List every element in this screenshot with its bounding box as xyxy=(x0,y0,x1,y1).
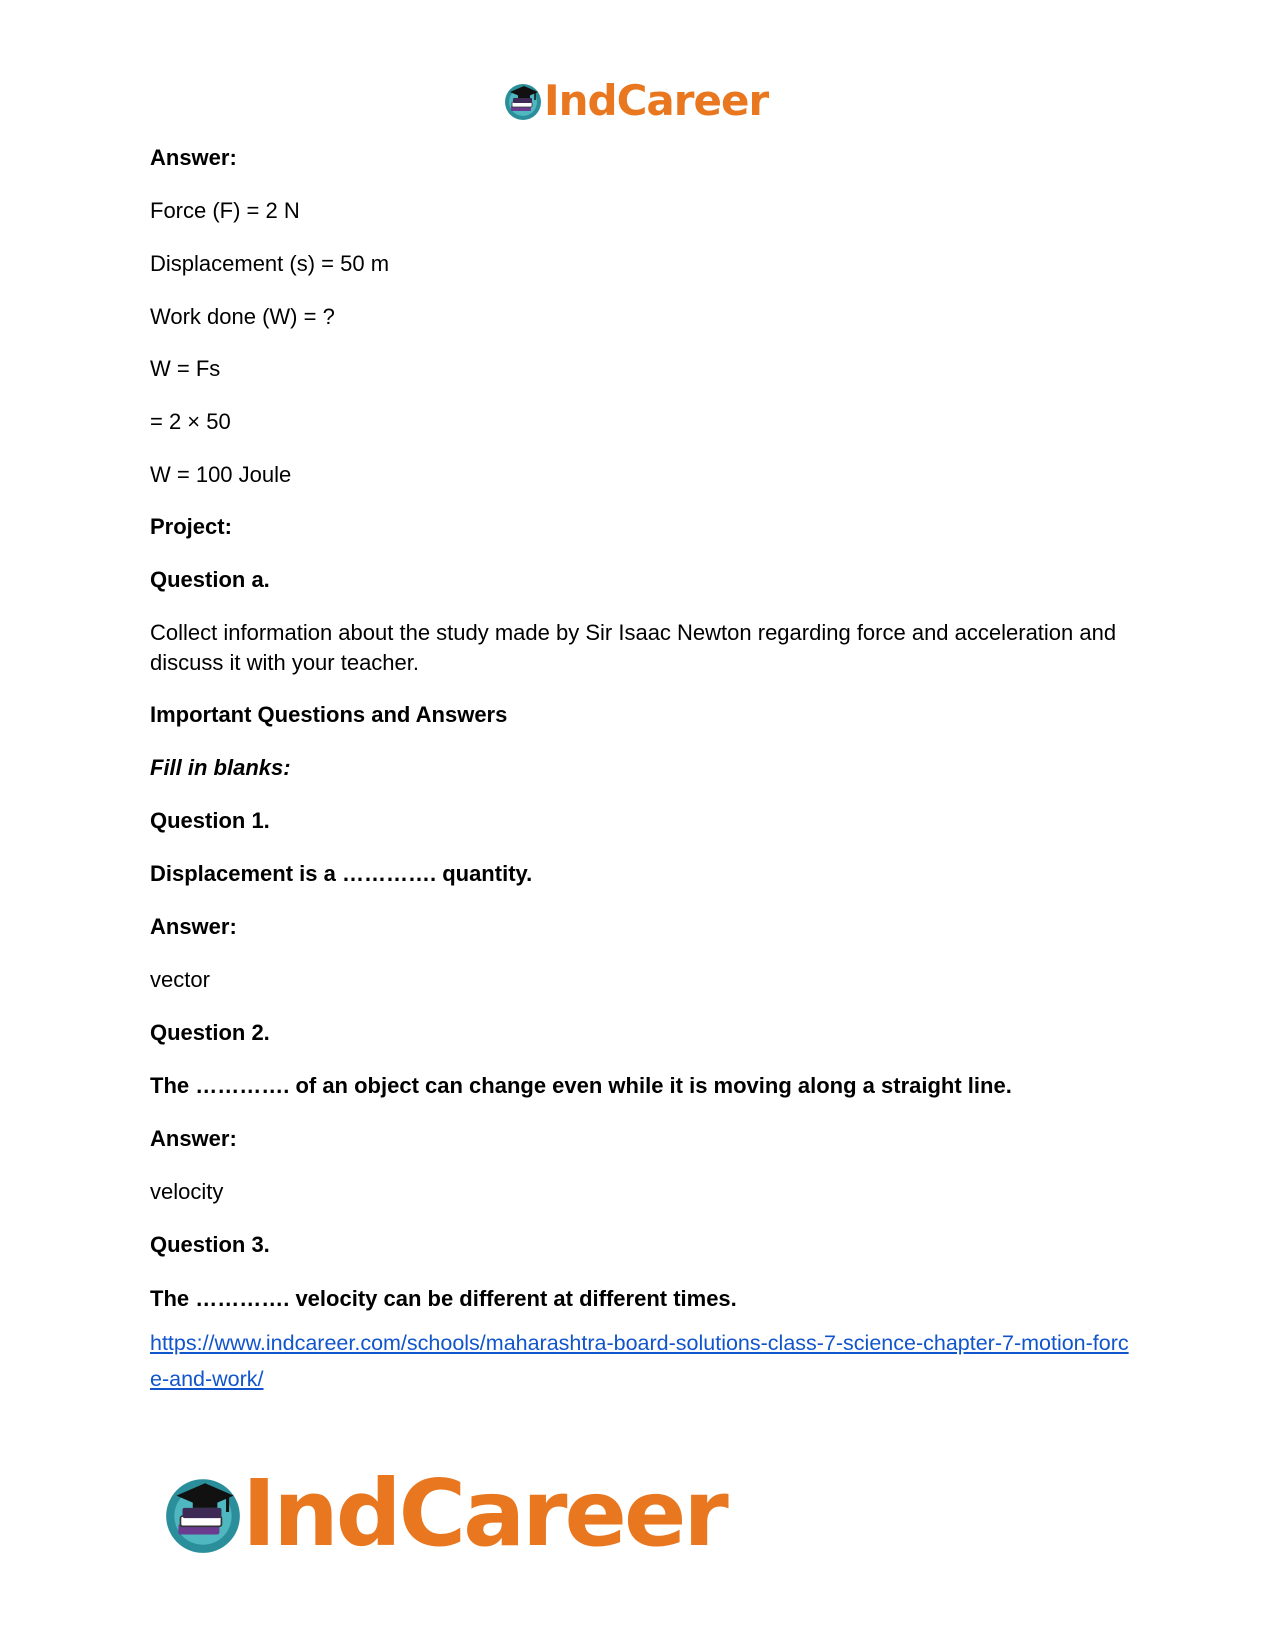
important-heading: Important Questions and Answers xyxy=(150,702,508,727)
work-done-line: Work done (W) = ? xyxy=(150,304,335,329)
question-1-text: Displacement is a …………. quantity. xyxy=(150,861,533,886)
source-url-link[interactable]: https://www.indcareer.com/schools/maharashtra-board-solutions-class-7-science-chapter-7-motion-force-and-work/ xyxy=(150,1331,1129,1391)
answer-1-text: vector xyxy=(150,967,210,992)
question-3-label: Question 3. xyxy=(150,1232,270,1257)
logo-icon xyxy=(160,1471,246,1557)
question-3-text: The …………. velocity can be different at different times. xyxy=(150,1286,737,1311)
footer-logo xyxy=(160,1460,726,1567)
force-line: Force (F) = 2 N xyxy=(150,198,300,223)
answer-label: Answer: xyxy=(150,145,237,170)
formula-line: W = Fs xyxy=(150,356,221,381)
question-2-text: The …………. of an object can change even while it is moving along a straight line. xyxy=(150,1073,1012,1098)
question-2-label: Question 2. xyxy=(150,1020,270,1045)
calculation-line: = 2 × 50 xyxy=(150,409,231,434)
result-line: W = 100 Joule xyxy=(150,462,292,487)
question-1-label: Question 1. xyxy=(150,808,270,833)
project-heading: Project: xyxy=(150,514,232,539)
question-a-label: Question a. xyxy=(150,567,270,592)
logo-text: IndCareer xyxy=(544,76,769,125)
logo-text: IndCareer xyxy=(242,1460,726,1567)
fill-in-blanks-heading: Fill in blanks: xyxy=(150,755,291,780)
question-a-text: Collect information about the study made by Sir Isaac Newton regarding force and acceleration and discuss it with your teacher. xyxy=(150,620,1117,675)
displacement-line: Displacement (s) = 50 m xyxy=(150,251,390,276)
answer-2-label: Answer: xyxy=(150,1126,237,1151)
logo-icon xyxy=(502,80,544,122)
answer-1-label: Answer: xyxy=(150,914,237,939)
answer-2-text: velocity xyxy=(150,1179,224,1204)
header-logo xyxy=(502,76,769,125)
